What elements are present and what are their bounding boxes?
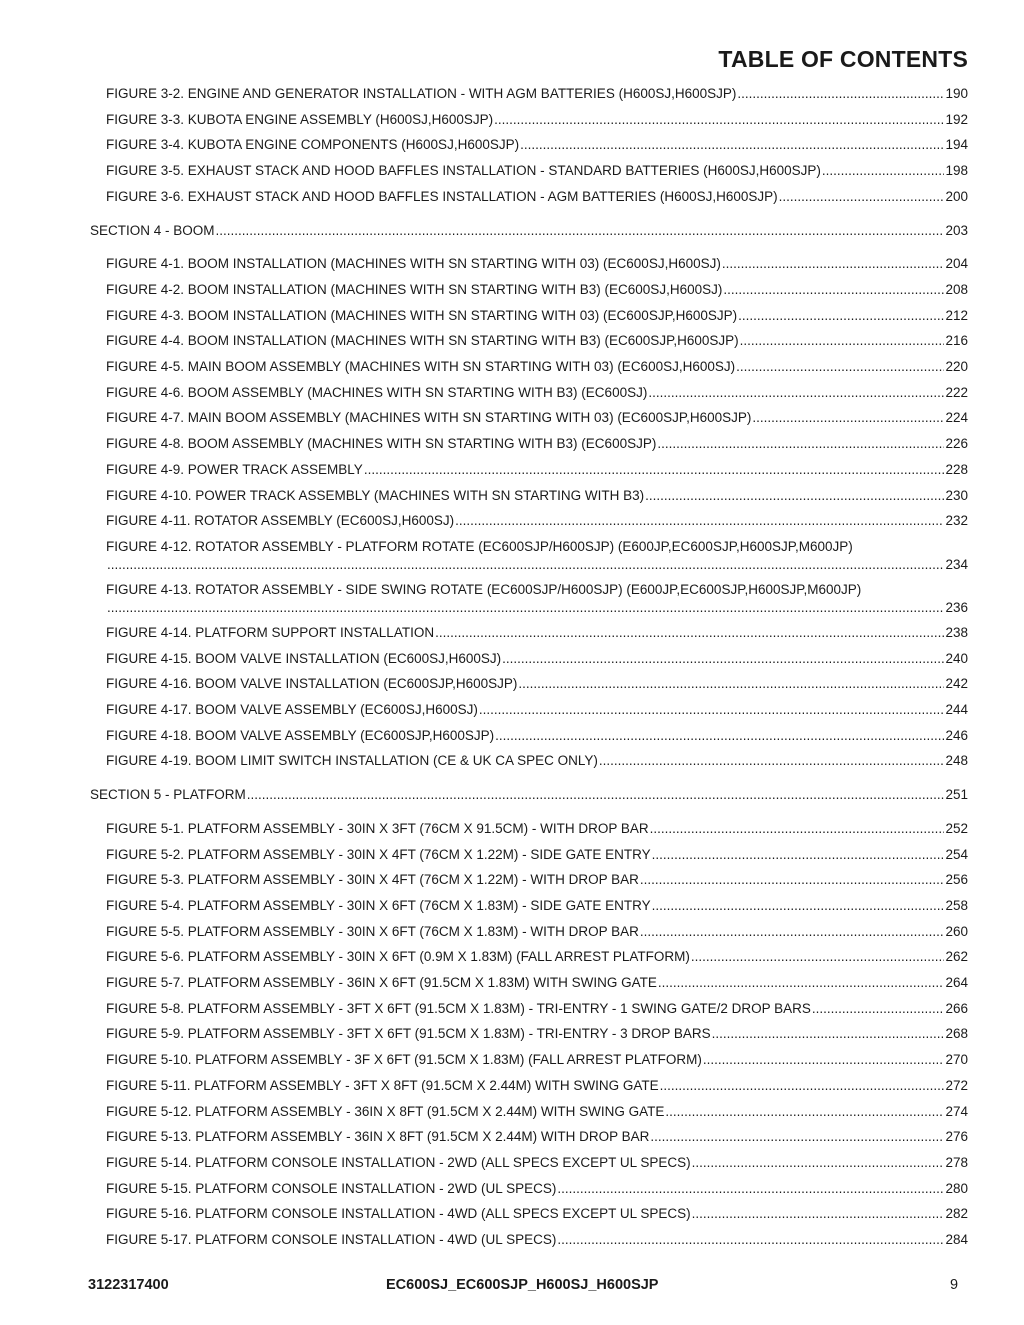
toc-leader-dots — [479, 702, 945, 718]
toc-figure-entry[interactable] — [106, 1078, 968, 1094]
toc-leader-dots — [692, 1206, 945, 1222]
toc-leader-dots — [557, 1232, 944, 1248]
toc-entry-label: FIGURE 4-3. BOOM INSTALLATION (MACHINES WITH SN STARTING WITH 03) (EC600SJP,H600SJP) — [106, 307, 738, 323]
toc-entry-label: FIGURE 4-6. BOOM ASSEMBLY (MACHINES WITH SN STARTING WITH B3) (EC600SJ) — [106, 384, 648, 400]
toc-figure-entry[interactable] — [106, 1129, 968, 1145]
toc-entry-label: FIGURE 5-4. PLATFORM ASSEMBLY - 30IN X 6FT (76CM X 1.83M) - SIDE GATE ENTRY — [106, 897, 651, 913]
toc-figure-entry[interactable] — [106, 385, 968, 401]
toc-figure-entry[interactable] — [106, 1232, 968, 1248]
toc-page-number: 252 — [945, 820, 968, 836]
toc-leader-dots — [650, 1129, 944, 1145]
toc-entry-label: FIGURE 5-15. PLATFORM CONSOLE INSTALLATION - 2WD (UL SPECS) — [106, 1180, 557, 1196]
toc-leader-dots — [738, 308, 944, 324]
toc-page-number: 204 — [945, 256, 968, 272]
toc-entry-label: FIGURE 5-1. PLATFORM ASSEMBLY - 30IN X 3FT (76CM X 91.5CM) - WITH DROP BAR — [106, 820, 649, 836]
toc-entry-label: FIGURE 4-10. POWER TRACK ASSEMBLY (MACHINES WITH SN STARTING WITH B3) — [106, 487, 645, 503]
toc-section-entry[interactable] — [90, 223, 968, 239]
toc-figure-entry[interactable] — [106, 410, 968, 426]
toc-leader-dots — [657, 436, 944, 452]
toc-entry-label: FIGURE 4-15. BOOM VALVE INSTALLATION (EC600SJ,H600SJ) — [106, 650, 502, 666]
toc-entry-label: FIGURE 5-13. PLATFORM ASSEMBLY - 36IN X 8FT (91.5CM X 2.44M) WITH DROP BAR — [106, 1129, 650, 1145]
toc-leader-dots — [107, 600, 944, 616]
toc-entry-label: FIGURE 4-11. ROTATOR ASSEMBLY (EC600SJ,H600SJ) — [106, 513, 455, 529]
toc-leader-dots — [557, 1181, 944, 1197]
footer-doc-number: 3122317400 — [88, 1277, 169, 1293]
toc-entry-label: FIGURE 4-9. POWER TRACK ASSEMBLY — [106, 461, 363, 477]
toc-figure-entry[interactable] — [106, 137, 968, 153]
toc-leader-dots — [648, 385, 944, 401]
toc-page-number: 248 — [945, 753, 968, 769]
toc-page-number: 203 — [945, 222, 968, 238]
toc-page-number: 194 — [945, 137, 968, 153]
toc-page-number: 251 — [945, 787, 968, 803]
toc-figure-entry[interactable] — [106, 112, 968, 128]
toc-page-number: 238 — [945, 624, 968, 640]
toc-entry-label: FIGURE 5-16. PLATFORM CONSOLE INSTALLATION - 4WD (ALL SPECS EXCEPT UL SPECS) — [106, 1206, 691, 1222]
toc-page-number: 270 — [945, 1052, 968, 1068]
toc-entry-label: FIGURE 4-1. BOOM INSTALLATION (MACHINES WITH SN STARTING WITH 03) (EC600SJ,H600SJ) — [106, 256, 721, 272]
toc-figure-entry[interactable] — [106, 163, 968, 179]
toc-entry-label: FIGURE 4-13. ROTATOR ASSEMBLY - SIDE SWING ROTATE (EC600SJP/H600SJP) (E600JP,EC600SJP,H600SJP,M600JP) — [106, 581, 862, 597]
toc-page-number: 212 — [945, 307, 968, 323]
toc-page-number: 242 — [945, 676, 968, 692]
toc-entry-label: FIGURE 5-2. PLATFORM ASSEMBLY - 30IN X 4FT (76CM X 1.22M) - SIDE GATE ENTRY — [106, 846, 651, 862]
toc-entry-label: SECTION 5 - PLATFORM — [90, 787, 246, 803]
toc-page-number: 282 — [945, 1206, 968, 1222]
toc-leader-dots — [640, 872, 945, 888]
toc-leader-dots — [435, 625, 944, 641]
toc-figure-entry[interactable] — [106, 872, 968, 888]
toc-page-number: 258 — [945, 897, 968, 913]
toc-figure-entry[interactable] — [106, 1155, 968, 1171]
toc-entry-label: SECTION 4 - BOOM — [90, 222, 215, 238]
page-title: TABLE OF CONTENTS — [718, 46, 968, 72]
toc-figure-entry[interactable] — [106, 898, 968, 914]
toc-leader-dots — [658, 975, 945, 991]
toc-entry-label: FIGURE 4-5. MAIN BOOM ASSEMBLY (MACHINES WITH SN STARTING WITH 03) (EC600SJ,H600SJ) — [106, 359, 736, 374]
toc-leader-dots — [502, 651, 944, 667]
toc-entry-label: FIGURE 5-9. PLATFORM ASSEMBLY - 3FT X 6FT (91.5CM X 1.83M) - TRI-ENTRY - 3 DROP BARS — [106, 1026, 711, 1042]
toc-entry-label: FIGURE 5-7. PLATFORM ASSEMBLY - 36IN X 6FT (91.5CM X 1.83M) WITH SWING GATE — [106, 975, 657, 990]
toc-entry-label: FIGURE 5-3. PLATFORM ASSEMBLY - 30IN X 4FT (76CM X 1.22M) - WITH DROP BAR — [106, 872, 639, 888]
toc-figure-entry[interactable] — [106, 702, 968, 718]
toc-page-number: 272 — [945, 1077, 968, 1093]
toc-leader-dots — [494, 112, 944, 128]
toc-leader-dots — [736, 359, 944, 375]
toc-entry-label: FIGURE 4-14. PLATFORM SUPPORT INSTALLATION — [106, 624, 435, 640]
toc-entry-label: FIGURE 3-2. ENGINE AND GENERATOR INSTALLATION - WITH AGM BATTERIES (H600SJ,H600SJP) — [106, 86, 737, 101]
toc-page-number: 230 — [945, 487, 968, 503]
toc-page-number: 246 — [945, 727, 968, 743]
toc-figure-entry[interactable] — [106, 821, 968, 837]
toc-page-number: 266 — [945, 1000, 968, 1016]
toc-figure-entry[interactable] — [106, 847, 968, 863]
toc-page-number: 280 — [945, 1180, 968, 1196]
toc-entry-label: FIGURE 4-19. BOOM LIMIT SWITCH INSTALLATION (CE & UK CA SPEC ONLY) — [106, 753, 598, 769]
toc-entry-label: FIGURE 3-3. KUBOTA ENGINE ASSEMBLY (H600SJ,H600SJP) — [106, 111, 494, 127]
toc-figure-entry[interactable] — [106, 189, 968, 205]
toc-entry-label: FIGURE 4-12. ROTATOR ASSEMBLY - PLATFORM ROTATE (EC600SJP/H600SJP) (E600JP,EC600SJP,H600SJP,M600JP) — [106, 538, 853, 554]
toc-page-number: 232 — [945, 513, 968, 529]
toc-leader-dots — [779, 189, 945, 205]
toc-figure-entry[interactable] — [106, 488, 968, 504]
toc-figure-entry[interactable] — [106, 1052, 968, 1068]
toc-entry-label: FIGURE 4-18. BOOM VALVE ASSEMBLY (EC600SJP,H600SJP) — [106, 727, 495, 743]
toc-figure-entry[interactable] — [106, 676, 968, 692]
toc-page-number: 228 — [945, 461, 968, 477]
toc-entry-label: FIGURE 4-16. BOOM VALVE INSTALLATION (EC600SJP,H600SJP) — [106, 676, 518, 692]
toc-page-number: 276 — [945, 1129, 968, 1145]
toc-figure-entry[interactable] — [106, 282, 968, 298]
toc-page-number: 268 — [945, 1026, 968, 1042]
toc-page-number: 278 — [945, 1154, 968, 1170]
toc-leader-dots — [712, 1026, 945, 1042]
toc-page-number: 224 — [945, 410, 968, 426]
toc-figure-entry[interactable] — [106, 582, 968, 616]
toc-figure-entry[interactable] — [106, 1104, 968, 1120]
toc-figure-entry[interactable] — [106, 728, 968, 744]
toc-page-number: 262 — [945, 949, 968, 965]
footer-models: EC600SJ_EC600SJP_H600SJ_H600SJP — [386, 1277, 659, 1293]
toc-leader-dots — [650, 821, 945, 837]
toc-figure-entry[interactable] — [106, 1001, 968, 1017]
toc-page-number: 260 — [945, 923, 968, 939]
toc-entry-label: FIGURE 5-12. PLATFORM ASSEMBLY - 36IN X 8FT (91.5CM X 2.44M) WITH SWING GATE — [106, 1103, 665, 1119]
toc-page-number: 234 — [945, 556, 968, 572]
toc-figure-entry[interactable] — [106, 333, 968, 349]
toc-leader-dots — [665, 1104, 944, 1120]
toc-page-number: 254 — [945, 846, 968, 862]
toc-entry-label: FIGURE 4-7. MAIN BOOM ASSEMBLY (MACHINES WITH SN STARTING WITH 03) (EC600SJP,H600SJP) — [106, 410, 752, 426]
toc-leader-dots — [652, 898, 945, 914]
toc-entry-label: FIGURE 3-4. KUBOTA ENGINE COMPONENTS (H600SJ,H600SJP) — [106, 137, 520, 153]
toc-page-number: 236 — [945, 599, 968, 615]
toc-figure-entry[interactable] — [106, 1026, 968, 1042]
toc-leader-dots — [518, 676, 944, 692]
toc-leader-dots — [599, 753, 945, 769]
toc-figure-entry[interactable] — [106, 513, 968, 529]
toc-figure-entry[interactable] — [106, 436, 968, 452]
toc-leader-dots — [737, 86, 944, 102]
toc-page-number: 200 — [945, 188, 968, 204]
toc-entry-label: FIGURE 5-14. PLATFORM CONSOLE INSTALLATION - 2WD (ALL SPECS EXCEPT UL SPECS) — [106, 1154, 691, 1170]
toc-leader-dots — [703, 1052, 945, 1068]
toc-entry-label: FIGURE 5-17. PLATFORM CONSOLE INSTALLATION - 4WD (UL SPECS) — [106, 1232, 557, 1247]
toc-page-number: 244 — [945, 702, 968, 717]
toc-page-number: 256 — [945, 872, 968, 888]
toc-page-number: 220 — [945, 359, 968, 374]
toc-figure-entry[interactable] — [106, 359, 968, 375]
toc-figure-entry[interactable] — [106, 539, 968, 573]
toc-figure-entry[interactable] — [106, 949, 968, 965]
toc-entry-label: FIGURE 4-2. BOOM INSTALLATION (MACHINES WITH SN STARTING WITH B3) (EC600SJ,H600SJ) — [106, 281, 723, 297]
toc-page-number: 192 — [945, 111, 968, 127]
toc-leader-dots — [520, 137, 944, 153]
footer-page-number: 9 — [950, 1277, 959, 1293]
toc-entry-label: FIGURE 4-17. BOOM VALVE ASSEMBLY (EC600SJ,H600SJ) — [106, 702, 478, 717]
toc-leader-dots — [691, 949, 945, 965]
toc-leader-dots — [107, 557, 944, 573]
toc-figure-entry[interactable] — [106, 462, 968, 478]
toc-figure-entry[interactable] — [106, 753, 968, 769]
toc-entry-label: FIGURE 5-8. PLATFORM ASSEMBLY - 3FT X 6FT (91.5CM X 1.83M) - TRI-ENTRY - 1 SWING GATE/2 DROP BARS — [106, 1000, 811, 1016]
toc-leader-dots — [723, 282, 944, 298]
toc-page-number: 284 — [945, 1232, 968, 1247]
toc-page-number: 226 — [945, 436, 968, 452]
toc-leader-dots — [216, 223, 945, 239]
toc-page-number: 190 — [945, 86, 968, 101]
toc-page-number: 222 — [945, 384, 968, 400]
toc-entry-label: FIGURE 5-5. PLATFORM ASSEMBLY - 30IN X 6FT (76CM X 1.83M) - WITH DROP BAR — [106, 923, 639, 939]
toc-leader-dots — [645, 488, 944, 504]
toc-leader-dots — [247, 787, 945, 803]
toc-leader-dots — [722, 256, 945, 272]
toc-leader-dots — [455, 513, 944, 529]
toc-entry-label: FIGURE 4-8. BOOM ASSEMBLY (MACHINES WITH SN STARTING WITH B3) (EC600SJP) — [106, 436, 657, 452]
toc-figure-entry[interactable] — [106, 1206, 968, 1222]
toc-entry-label: FIGURE 3-5. EXHAUST STACK AND HOOD BAFFLES INSTALLATION - STANDARD BATTERIES (H600SJ,H600SJP) — [106, 163, 821, 179]
toc-entry-label: FIGURE 5-11. PLATFORM ASSEMBLY - 3FT X 8FT (91.5CM X 2.44M) WITH SWING GATE — [106, 1077, 659, 1093]
toc-leader-dots — [822, 163, 945, 179]
toc-page-number: 208 — [945, 281, 968, 297]
toc-leader-dots — [640, 924, 945, 940]
toc-figure-entry[interactable] — [106, 256, 968, 272]
toc-entry-label: FIGURE 5-6. PLATFORM ASSEMBLY - 30IN X 6FT (0.9M X 1.83M) (FALL ARREST PLATFORM) — [106, 949, 690, 965]
toc-figure-entry[interactable] — [106, 86, 968, 102]
toc-leader-dots — [652, 847, 945, 863]
toc-page-number: 198 — [945, 163, 968, 179]
toc-page-number: 264 — [945, 975, 968, 990]
toc-leader-dots — [495, 728, 944, 744]
toc-figure-entry[interactable] — [106, 625, 968, 641]
toc-page-number: 216 — [945, 333, 968, 349]
toc-figure-entry[interactable] — [106, 975, 968, 991]
toc-figure-entry[interactable] — [106, 1181, 968, 1197]
toc-figure-entry[interactable] — [106, 308, 968, 324]
toc-leader-dots — [660, 1078, 945, 1094]
toc-entry-label: FIGURE 4-4. BOOM INSTALLATION (MACHINES WITH SN STARTING WITH B3) (EC600SJP,H600SJP) — [106, 333, 739, 349]
toc-leader-dots — [752, 410, 944, 426]
toc-entry-label: FIGURE 5-10. PLATFORM ASSEMBLY - 3F X 6FT (91.5CM X 1.83M) (FALL ARREST PLATFORM) — [106, 1052, 702, 1068]
toc-section-entry[interactable] — [90, 787, 968, 803]
toc-leader-dots — [364, 462, 945, 478]
toc-figure-entry[interactable] — [106, 924, 968, 940]
toc-page-number: 240 — [945, 650, 968, 666]
toc-leader-dots — [740, 333, 945, 349]
toc-page-number: 274 — [945, 1103, 968, 1119]
toc-figure-entry[interactable] — [106, 651, 968, 667]
toc-entry-label: FIGURE 3-6. EXHAUST STACK AND HOOD BAFFLES INSTALLATION - AGM BATTERIES (H600SJ,H600SJP) — [106, 188, 778, 204]
toc-leader-dots — [812, 1001, 945, 1017]
toc-leader-dots — [692, 1155, 945, 1171]
